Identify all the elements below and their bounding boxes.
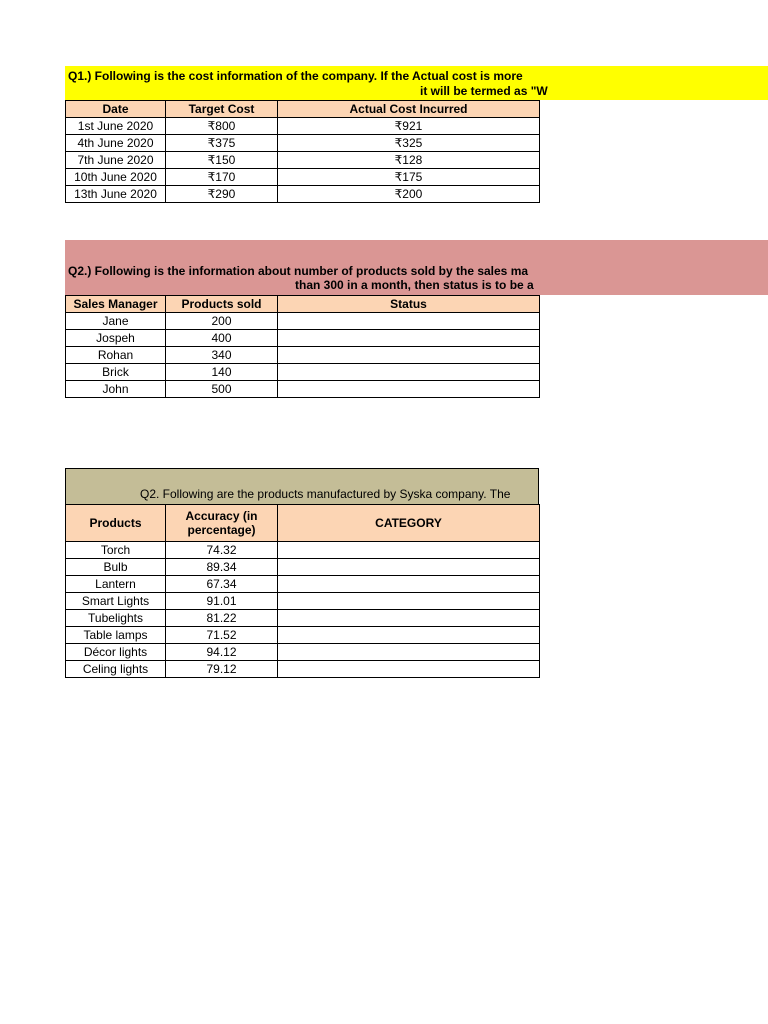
q1-question-line-1: Q1.) Following is the cost information of the company. If the Actual cost is more [68, 69, 523, 83]
table-cell[interactable]: John [66, 381, 166, 398]
q3-header-category[interactable]: CATEGORY [278, 505, 540, 542]
q2-header-status[interactable]: Status [278, 296, 540, 313]
q3-question-line-1: Q2. Following are the products manufactured by Syska company. The [140, 487, 511, 501]
q3-question-banner [65, 468, 539, 504]
table-row [66, 152, 540, 169]
table-row [66, 661, 540, 678]
table-cell[interactable]: ₹290 [166, 186, 278, 203]
table-cell[interactable]: Table lamps [66, 627, 166, 644]
table-row [66, 330, 540, 347]
table-cell[interactable]: 140 [166, 364, 278, 381]
table-cell[interactable]: 67.34 [166, 576, 278, 593]
table-cell[interactable] [278, 313, 540, 330]
table-cell[interactable]: 1st June 2020 [66, 118, 166, 135]
table-cell[interactable]: 340 [166, 347, 278, 364]
q3-header-accuracy[interactable]: Accuracy (in percentage) [166, 505, 278, 542]
table-row [66, 576, 540, 593]
table-row [66, 644, 540, 661]
q1-question-banner [65, 66, 768, 100]
table-cell[interactable] [278, 576, 540, 593]
table-cell[interactable]: 94.12 [166, 644, 278, 661]
table-cell[interactable]: ₹375 [166, 135, 278, 152]
table-cell[interactable]: Bulb [66, 559, 166, 576]
table-cell[interactable]: 7th June 2020 [66, 152, 166, 169]
table-row [66, 118, 540, 135]
table-cell[interactable]: ₹921 [278, 118, 540, 135]
q2-question-banner [65, 240, 768, 295]
table-cell[interactable]: 89.34 [166, 559, 278, 576]
table-cell[interactable]: ₹128 [278, 152, 540, 169]
q2-header-sales-manager[interactable]: Sales Manager [66, 296, 166, 313]
table-cell[interactable]: 4th June 2020 [66, 135, 166, 152]
table-cell[interactable] [278, 559, 540, 576]
q3-header-products[interactable]: Products [66, 505, 166, 542]
table-cell[interactable]: Jane [66, 313, 166, 330]
table-row [66, 610, 540, 627]
table-cell[interactable] [278, 330, 540, 347]
table-cell[interactable]: 400 [166, 330, 278, 347]
table-cell[interactable]: 79.12 [166, 661, 278, 678]
q3-products-table [65, 504, 540, 678]
table-cell[interactable]: Lantern [66, 576, 166, 593]
table-row [66, 169, 540, 186]
table-cell[interactable]: ₹150 [166, 152, 278, 169]
q2-sales-table [65, 295, 540, 398]
table-cell[interactable] [278, 661, 540, 678]
q2-question-line-1: Q2.) Following is the information about number of products sold by the sales ma [68, 264, 529, 278]
table-row [66, 542, 540, 559]
q1-question-line-2: it will be termed as "W [420, 84, 548, 98]
table-cell[interactable] [278, 381, 540, 398]
table-cell[interactable]: ₹175 [278, 169, 540, 186]
table-cell[interactable]: ₹800 [166, 118, 278, 135]
table-cell[interactable]: Smart Lights [66, 593, 166, 610]
table-cell[interactable]: 10th June 2020 [66, 169, 166, 186]
table-cell[interactable]: 91.01 [166, 593, 278, 610]
q1-header-date[interactable]: Date [66, 101, 166, 118]
table-cell[interactable]: Torch [66, 542, 166, 559]
table-cell[interactable]: 200 [166, 313, 278, 330]
table-cell[interactable]: Rohan [66, 347, 166, 364]
table-cell[interactable]: Décor lights [66, 644, 166, 661]
table-cell[interactable]: Tubelights [66, 610, 166, 627]
q2-header-products-sold[interactable]: Products sold [166, 296, 278, 313]
table-row [66, 627, 540, 644]
table-row [66, 364, 540, 381]
q1-header-actual-cost[interactable]: Actual Cost Incurred [278, 101, 540, 118]
table-row [66, 135, 540, 152]
table-cell[interactable]: 74.32 [166, 542, 278, 559]
table-row [66, 186, 540, 203]
table-cell[interactable] [278, 627, 540, 644]
table-cell[interactable] [278, 644, 540, 661]
table-row [66, 593, 540, 610]
table-cell[interactable]: ₹325 [278, 135, 540, 152]
q1-header-row [66, 101, 540, 118]
q2-header-row [66, 296, 540, 313]
q3-header-row [66, 505, 540, 542]
table-cell[interactable]: ₹170 [166, 169, 278, 186]
table-cell[interactable]: ₹200 [278, 186, 540, 203]
table-cell[interactable]: Jospeh [66, 330, 166, 347]
table-row [66, 313, 540, 330]
table-cell[interactable]: Brick [66, 364, 166, 381]
q1-header-target-cost[interactable]: Target Cost [166, 101, 278, 118]
q1-cost-table [65, 100, 540, 203]
table-cell[interactable] [278, 610, 540, 627]
q2-question-line-2: than 300 in a month, then status is to be a [295, 278, 534, 292]
table-row [66, 559, 540, 576]
table-cell[interactable] [278, 364, 540, 381]
table-row [66, 381, 540, 398]
table-cell[interactable]: 13th June 2020 [66, 186, 166, 203]
table-cell[interactable] [278, 593, 540, 610]
table-cell[interactable] [278, 347, 540, 364]
table-row [66, 347, 540, 364]
table-cell[interactable]: 500 [166, 381, 278, 398]
table-cell[interactable]: 81.22 [166, 610, 278, 627]
table-cell[interactable]: 71.52 [166, 627, 278, 644]
table-cell[interactable]: Celing lights [66, 661, 166, 678]
table-cell[interactable] [278, 542, 540, 559]
